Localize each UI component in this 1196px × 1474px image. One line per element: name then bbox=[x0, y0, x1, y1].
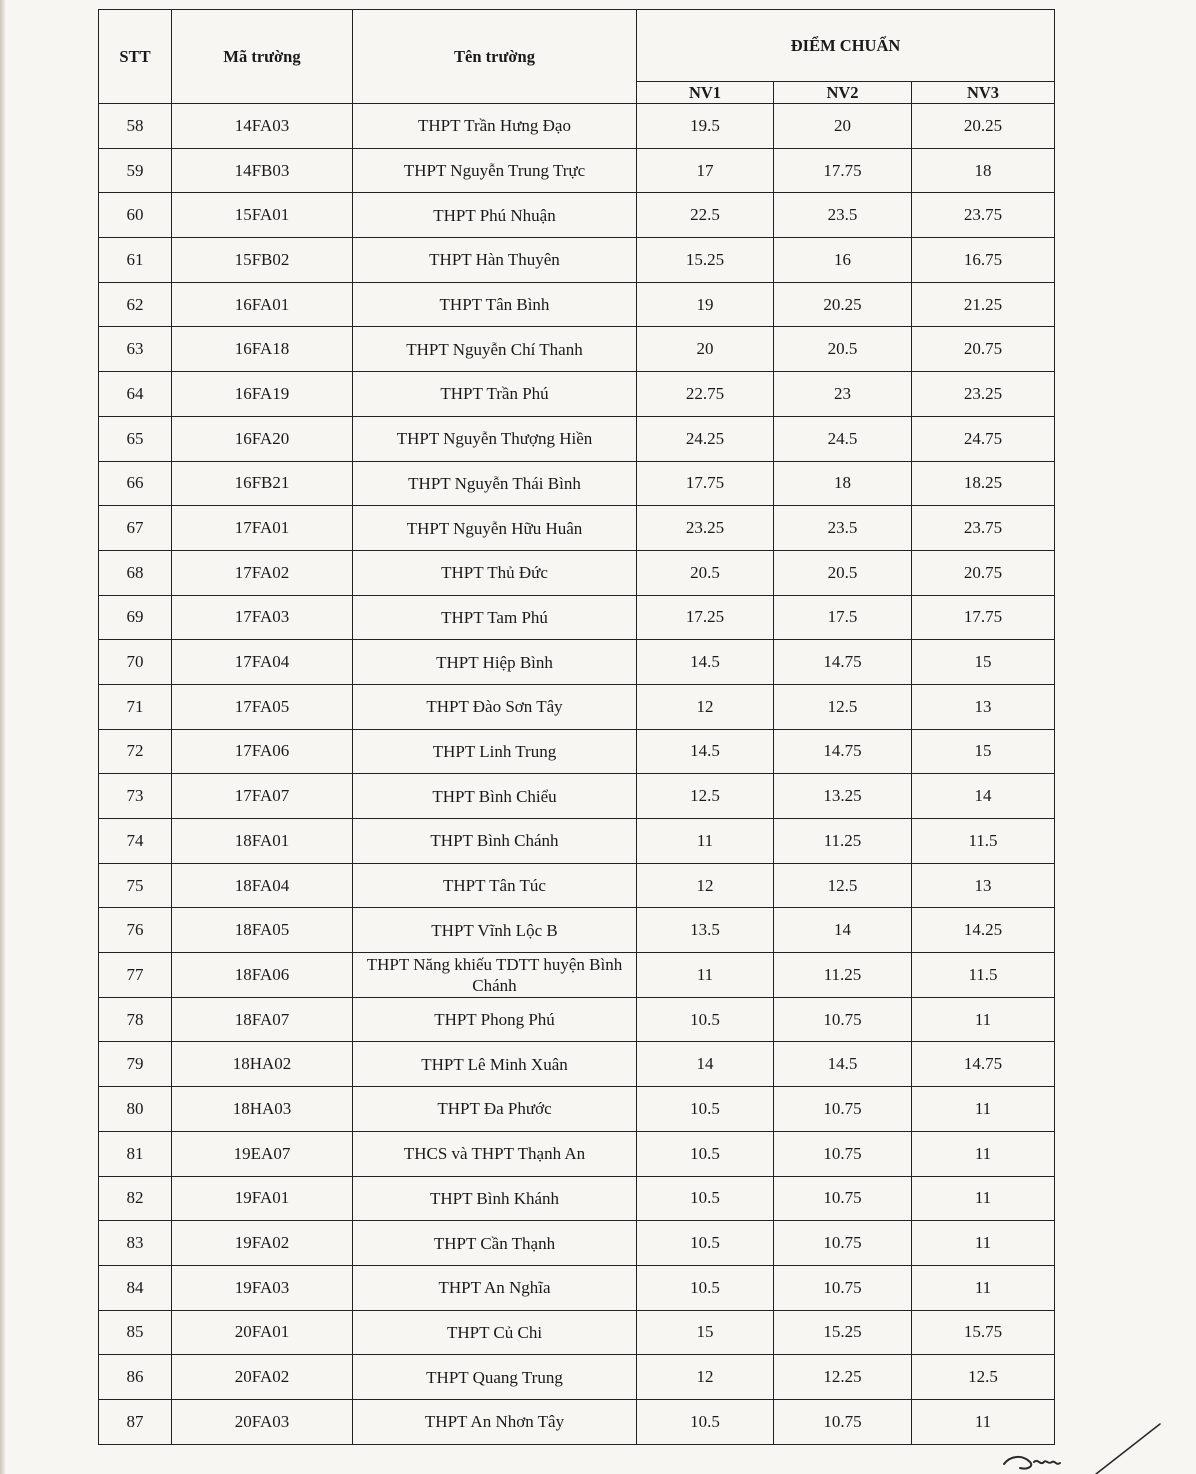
cell-nv1: 11 bbox=[637, 953, 774, 998]
cell-stt: 87 bbox=[99, 1399, 172, 1444]
table-row bbox=[99, 684, 1055, 729]
cell-nv1: 22.5 bbox=[637, 193, 774, 238]
cell-nv3: 14.25 bbox=[912, 908, 1055, 953]
cell-nv2: 10.75 bbox=[774, 1087, 912, 1132]
cell-nv1: 10.5 bbox=[637, 1131, 774, 1176]
cell-stt: 69 bbox=[99, 595, 172, 640]
cell-nv3: 21.25 bbox=[912, 282, 1055, 327]
cell-ten-truong: THPT Thủ Đức bbox=[353, 550, 637, 595]
cell-nv1: 12 bbox=[637, 863, 774, 908]
table-row bbox=[99, 1087, 1055, 1132]
cell-stt: 73 bbox=[99, 774, 172, 819]
cell-nv1: 17.75 bbox=[637, 461, 774, 506]
table-row bbox=[99, 372, 1055, 417]
cell-nv1: 22.75 bbox=[637, 372, 774, 417]
cell-nv3: 12.5 bbox=[912, 1355, 1055, 1400]
table-row bbox=[99, 729, 1055, 774]
cell-nv3: 11 bbox=[912, 997, 1055, 1042]
cell-nv1: 12 bbox=[637, 684, 774, 729]
cell-nv3: 15.75 bbox=[912, 1310, 1055, 1355]
cell-nv2: 20 bbox=[774, 104, 912, 149]
cell-nv2: 17.5 bbox=[774, 595, 912, 640]
cell-ma-truong: 19EA07 bbox=[172, 1131, 353, 1176]
cell-ma-truong: 17FA02 bbox=[172, 550, 353, 595]
cell-nv3: 15 bbox=[912, 729, 1055, 774]
header-nv1: NV1 bbox=[637, 82, 774, 104]
cell-nv2: 23.5 bbox=[774, 506, 912, 551]
table-row bbox=[99, 1310, 1055, 1355]
cell-ten-truong: THCS và THPT Thạnh An bbox=[353, 1131, 637, 1176]
cell-nv1: 10.5 bbox=[637, 1265, 774, 1310]
cell-nv1: 20.5 bbox=[637, 550, 774, 595]
cell-ma-truong: 18FA05 bbox=[172, 908, 353, 953]
cell-nv1: 23.25 bbox=[637, 506, 774, 551]
cell-nv3: 11.5 bbox=[912, 953, 1055, 998]
cell-nv3: 20.25 bbox=[912, 104, 1055, 149]
cell-nv1: 12.5 bbox=[637, 774, 774, 819]
cell-ten-truong: THPT Tân Túc bbox=[353, 863, 637, 908]
cell-ma-truong: 19FA03 bbox=[172, 1265, 353, 1310]
table-row bbox=[99, 1265, 1055, 1310]
cell-ten-truong: THPT Trần Phú bbox=[353, 372, 637, 417]
cell-ten-truong: THPT An Nghĩa bbox=[353, 1265, 637, 1310]
admission-scores-table bbox=[98, 9, 1055, 1445]
cell-ten-truong: THPT Vĩnh Lộc B bbox=[353, 908, 637, 953]
cell-ma-truong: 17FA07 bbox=[172, 774, 353, 819]
header-nv2: NV2 bbox=[774, 82, 912, 104]
cell-ten-truong: THPT An Nhơn Tây bbox=[353, 1399, 637, 1444]
cell-stt: 70 bbox=[99, 640, 172, 685]
cell-stt: 68 bbox=[99, 550, 172, 595]
cell-nv2: 14.5 bbox=[774, 1042, 912, 1087]
page-edge-shadow bbox=[0, 0, 6, 1474]
table-row bbox=[99, 327, 1055, 372]
cell-ten-truong: THPT Nguyễn Hữu Huân bbox=[353, 506, 637, 551]
cell-nv3: 18 bbox=[912, 148, 1055, 193]
cell-ten-truong: THPT Phong Phú bbox=[353, 997, 637, 1042]
cell-ma-truong: 14FB03 bbox=[172, 148, 353, 193]
header-nv3: NV3 bbox=[912, 82, 1055, 104]
cell-nv2: 11.25 bbox=[774, 953, 912, 998]
cell-ma-truong: 14FA03 bbox=[172, 104, 353, 149]
cell-ma-truong: 17FA04 bbox=[172, 640, 353, 685]
cell-nv3: 14 bbox=[912, 774, 1055, 819]
cell-nv3: 11 bbox=[912, 1265, 1055, 1310]
cell-nv2: 17.75 bbox=[774, 148, 912, 193]
cell-nv2: 24.5 bbox=[774, 416, 912, 461]
cell-ma-truong: 18FA01 bbox=[172, 819, 353, 864]
table-row bbox=[99, 1355, 1055, 1400]
cell-nv3: 23.25 bbox=[912, 372, 1055, 417]
cell-nv2: 12.5 bbox=[774, 863, 912, 908]
table-row bbox=[99, 550, 1055, 595]
cell-ten-truong: THPT Lê Minh Xuân bbox=[353, 1042, 637, 1087]
cell-nv2: 12.5 bbox=[774, 684, 912, 729]
cell-nv1: 11 bbox=[637, 819, 774, 864]
cell-stt: 71 bbox=[99, 684, 172, 729]
cell-nv2: 13.25 bbox=[774, 774, 912, 819]
cell-nv3: 11 bbox=[912, 1176, 1055, 1221]
cell-ten-truong: THPT Tân Bình bbox=[353, 282, 637, 327]
cell-nv2: 10.75 bbox=[774, 1265, 912, 1310]
cell-ten-truong: THPT Năng khiếu TDTT huyện Bình Chánh bbox=[353, 953, 637, 998]
cell-nv1: 10.5 bbox=[637, 1087, 774, 1132]
cell-ma-truong: 15FA01 bbox=[172, 193, 353, 238]
cell-nv2: 20.5 bbox=[774, 550, 912, 595]
cell-ten-truong: THPT Nguyễn Chí Thanh bbox=[353, 327, 637, 372]
cell-ten-truong: THPT Bình Chiểu bbox=[353, 774, 637, 819]
table-row bbox=[99, 1399, 1055, 1444]
cell-nv3: 20.75 bbox=[912, 550, 1055, 595]
cell-stt: 72 bbox=[99, 729, 172, 774]
cell-ma-truong: 18FA06 bbox=[172, 953, 353, 998]
cell-nv1: 10.5 bbox=[637, 1399, 774, 1444]
cell-stt: 61 bbox=[99, 238, 172, 283]
cell-nv1: 10.5 bbox=[637, 1176, 774, 1221]
cell-stt: 84 bbox=[99, 1265, 172, 1310]
cell-ten-truong: THPT Đa Phước bbox=[353, 1087, 637, 1132]
table-row bbox=[99, 953, 1055, 998]
cell-nv2: 10.75 bbox=[774, 1176, 912, 1221]
cell-stt: 64 bbox=[99, 372, 172, 417]
cell-nv3: 14.75 bbox=[912, 1042, 1055, 1087]
cell-ten-truong: THPT Hiệp Bình bbox=[353, 640, 637, 685]
cell-nv3: 23.75 bbox=[912, 506, 1055, 551]
table-row bbox=[99, 819, 1055, 864]
cell-nv1: 10.5 bbox=[637, 1221, 774, 1266]
cell-ten-truong: THPT Củ Chi bbox=[353, 1310, 637, 1355]
cell-ten-truong: THPT Nguyễn Thượng Hiền bbox=[353, 416, 637, 461]
cell-nv3: 13 bbox=[912, 863, 1055, 908]
cell-nv2: 20.5 bbox=[774, 327, 912, 372]
table-row bbox=[99, 1131, 1055, 1176]
cell-nv1: 13.5 bbox=[637, 908, 774, 953]
cell-ten-truong: THPT Đào Sơn Tây bbox=[353, 684, 637, 729]
cell-nv1: 19 bbox=[637, 282, 774, 327]
cell-nv2: 18 bbox=[774, 461, 912, 506]
cell-stt: 80 bbox=[99, 1087, 172, 1132]
cell-stt: 81 bbox=[99, 1131, 172, 1176]
cell-stt: 65 bbox=[99, 416, 172, 461]
cell-nv2: 16 bbox=[774, 238, 912, 283]
cell-nv3: 23.75 bbox=[912, 193, 1055, 238]
cell-nv1: 14 bbox=[637, 1042, 774, 1087]
table-row bbox=[99, 1221, 1055, 1266]
cell-stt: 78 bbox=[99, 997, 172, 1042]
table-row bbox=[99, 997, 1055, 1042]
cell-nv3: 11 bbox=[912, 1221, 1055, 1266]
cell-nv1: 10.5 bbox=[637, 997, 774, 1042]
table-row bbox=[99, 238, 1055, 283]
cell-ten-truong: THPT Quang Trung bbox=[353, 1355, 637, 1400]
table-row bbox=[99, 148, 1055, 193]
table-row bbox=[99, 908, 1055, 953]
cell-ma-truong: 20FA03 bbox=[172, 1399, 353, 1444]
table-row bbox=[99, 104, 1055, 149]
table-row bbox=[99, 863, 1055, 908]
cell-stt: 82 bbox=[99, 1176, 172, 1221]
cell-ten-truong: THPT Bình Khánh bbox=[353, 1176, 637, 1221]
cell-stt: 79 bbox=[99, 1042, 172, 1087]
cell-stt: 85 bbox=[99, 1310, 172, 1355]
cell-nv1: 17 bbox=[637, 148, 774, 193]
cell-stt: 76 bbox=[99, 908, 172, 953]
cell-stt: 77 bbox=[99, 953, 172, 998]
cell-nv3: 11 bbox=[912, 1087, 1055, 1132]
cell-stt: 83 bbox=[99, 1221, 172, 1266]
cell-ma-truong: 20FA02 bbox=[172, 1355, 353, 1400]
cell-ten-truong: THPT Nguyễn Thái Bình bbox=[353, 461, 637, 506]
cell-nv2: 14.75 bbox=[774, 729, 912, 774]
cell-nv1: 24.25 bbox=[637, 416, 774, 461]
cell-nv1: 12 bbox=[637, 1355, 774, 1400]
cell-nv2: 23.5 bbox=[774, 193, 912, 238]
table-row bbox=[99, 1176, 1055, 1221]
cell-stt: 58 bbox=[99, 104, 172, 149]
cell-ma-truong: 19FA01 bbox=[172, 1176, 353, 1221]
cell-nv2: 10.75 bbox=[774, 997, 912, 1042]
cell-ten-truong: THPT Trần Hưng Đạo bbox=[353, 104, 637, 149]
table-row bbox=[99, 506, 1055, 551]
cell-ma-truong: 15FB02 bbox=[172, 238, 353, 283]
cell-ten-truong: THPT Cần Thạnh bbox=[353, 1221, 637, 1266]
cell-nv2: 11.25 bbox=[774, 819, 912, 864]
cell-stt: 60 bbox=[99, 193, 172, 238]
cell-nv3: 16.75 bbox=[912, 238, 1055, 283]
cell-nv3: 11.5 bbox=[912, 819, 1055, 864]
cell-nv3: 17.75 bbox=[912, 595, 1055, 640]
cell-nv2: 10.75 bbox=[774, 1221, 912, 1266]
cell-nv2: 14.75 bbox=[774, 640, 912, 685]
cell-stt: 86 bbox=[99, 1355, 172, 1400]
header-ma-truong: Mã trường bbox=[172, 10, 353, 104]
header-diem-chuan: ĐIỂM CHUẨN bbox=[637, 10, 1055, 82]
cell-ten-truong: THPT Tam Phú bbox=[353, 595, 637, 640]
table-row bbox=[99, 416, 1055, 461]
table-row bbox=[99, 595, 1055, 640]
cell-nv3: 11 bbox=[912, 1399, 1055, 1444]
table-row bbox=[99, 1042, 1055, 1087]
table-row bbox=[99, 461, 1055, 506]
cell-nv1: 20 bbox=[637, 327, 774, 372]
signature-mark bbox=[1000, 1418, 1170, 1474]
cell-ma-truong: 18FA07 bbox=[172, 997, 353, 1042]
cell-ten-truong: THPT Hàn Thuyên bbox=[353, 238, 637, 283]
cell-ma-truong: 17FA05 bbox=[172, 684, 353, 729]
cell-nv1: 14.5 bbox=[637, 640, 774, 685]
cell-ten-truong: THPT Bình Chánh bbox=[353, 819, 637, 864]
cell-nv1: 19.5 bbox=[637, 104, 774, 149]
cell-ten-truong: THPT Phú Nhuận bbox=[353, 193, 637, 238]
header-row bbox=[99, 10, 1055, 82]
cell-nv1: 14.5 bbox=[637, 729, 774, 774]
cell-ma-truong: 16FA18 bbox=[172, 327, 353, 372]
cell-ma-truong: 18FA04 bbox=[172, 863, 353, 908]
cell-stt: 74 bbox=[99, 819, 172, 864]
cell-nv1: 17.25 bbox=[637, 595, 774, 640]
cell-nv3: 15 bbox=[912, 640, 1055, 685]
cell-nv1: 15.25 bbox=[637, 238, 774, 283]
cell-nv2: 15.25 bbox=[774, 1310, 912, 1355]
table-row bbox=[99, 282, 1055, 327]
table-row bbox=[99, 774, 1055, 819]
cell-nv2: 23 bbox=[774, 372, 912, 417]
cell-nv3: 13 bbox=[912, 684, 1055, 729]
cell-nv2: 12.25 bbox=[774, 1355, 912, 1400]
cell-ma-truong: 17FA06 bbox=[172, 729, 353, 774]
cell-stt: 62 bbox=[99, 282, 172, 327]
cell-stt: 75 bbox=[99, 863, 172, 908]
cell-ma-truong: 18HA02 bbox=[172, 1042, 353, 1087]
cell-nv2: 14 bbox=[774, 908, 912, 953]
cell-nv2: 10.75 bbox=[774, 1131, 912, 1176]
cell-nv3: 18.25 bbox=[912, 461, 1055, 506]
cell-stt: 63 bbox=[99, 327, 172, 372]
cell-nv2: 10.75 bbox=[774, 1399, 912, 1444]
cell-ma-truong: 16FA20 bbox=[172, 416, 353, 461]
header-ten-truong: Tên trường bbox=[353, 10, 637, 104]
cell-stt: 59 bbox=[99, 148, 172, 193]
cell-stt: 66 bbox=[99, 461, 172, 506]
cell-ma-truong: 18HA03 bbox=[172, 1087, 353, 1132]
cell-nv3: 24.75 bbox=[912, 416, 1055, 461]
table-row bbox=[99, 193, 1055, 238]
cell-nv3: 20.75 bbox=[912, 327, 1055, 372]
cell-ma-truong: 19FA02 bbox=[172, 1221, 353, 1266]
cell-nv2: 20.25 bbox=[774, 282, 912, 327]
cell-ten-truong: THPT Linh Trung bbox=[353, 729, 637, 774]
cell-stt: 67 bbox=[99, 506, 172, 551]
cell-nv1: 15 bbox=[637, 1310, 774, 1355]
cell-ma-truong: 16FB21 bbox=[172, 461, 353, 506]
cell-ma-truong: 16FA19 bbox=[172, 372, 353, 417]
cell-ten-truong: THPT Nguyễn Trung Trực bbox=[353, 148, 637, 193]
cell-ma-truong: 17FA03 bbox=[172, 595, 353, 640]
cell-ma-truong: 17FA01 bbox=[172, 506, 353, 551]
table-row bbox=[99, 640, 1055, 685]
header-stt: STT bbox=[99, 10, 172, 104]
cell-nv3: 11 bbox=[912, 1131, 1055, 1176]
cell-ma-truong: 20FA01 bbox=[172, 1310, 353, 1355]
cell-ma-truong: 16FA01 bbox=[172, 282, 353, 327]
table-body bbox=[99, 104, 1055, 1445]
